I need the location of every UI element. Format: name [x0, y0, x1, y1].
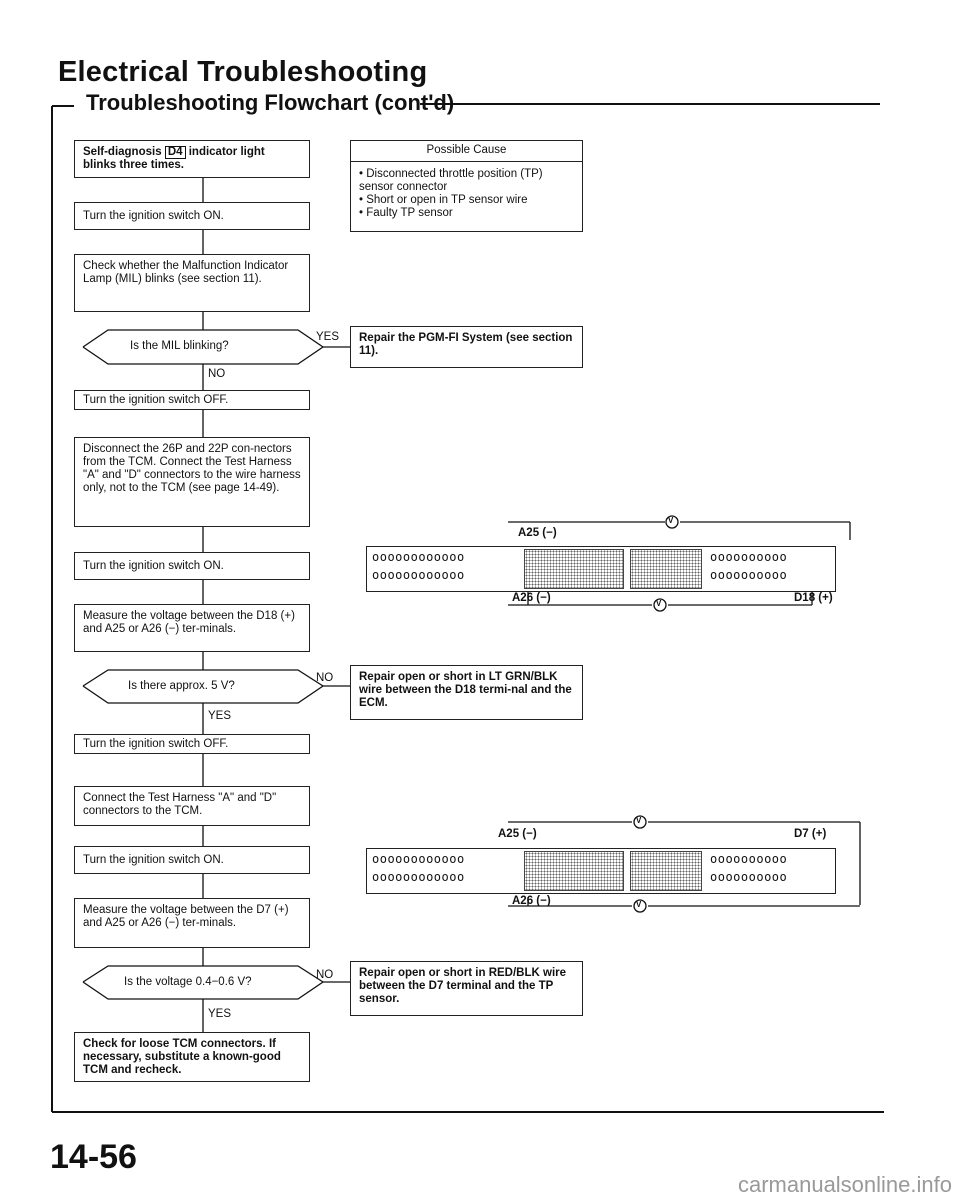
step-check-mil: Check whether the Malfunction Indicator Lamp (MIL) blinks (see section 11).: [74, 254, 310, 312]
decision2-no-label: NO: [316, 672, 334, 684]
hatched-section: [630, 851, 702, 891]
meter-label: V: [656, 599, 662, 608]
step-ignition-off-1: Turn the ignition switch OFF.: [74, 390, 310, 410]
step-measure-d18: Measure the voltage between the D18 (+) and A25 or A26 (−) ter-minals.: [74, 604, 310, 652]
decision3-yes-label: YES: [208, 1008, 232, 1020]
page-number: 14-56: [50, 1138, 137, 1176]
terminal-a26-label: A26 (−): [512, 592, 551, 604]
pin-row: oooooooooooo: [372, 568, 465, 582]
page-title: Electrical Troubleshooting: [58, 56, 428, 88]
watermark: carmanualsonline.info: [737, 1172, 952, 1197]
decision1-no-label: NO: [208, 368, 226, 380]
repair-lt-grn-blk: Repair open or short in LT GRN/BLK wire between the D18 termi-nal and the ECM.: [350, 665, 583, 720]
hatched-section: [524, 851, 624, 891]
step-ignition-off-2: Turn the ignition switch OFF.: [74, 734, 310, 754]
meter-label: V: [636, 900, 642, 909]
step-self-diagnosis: Self-diagnosis D4 indicator light blinks three times.: [74, 140, 310, 178]
repair-red-blk: Repair open or short in RED/BLK wire between the D7 terminal and the TP sensor.: [350, 961, 583, 1016]
hatched-section: [524, 549, 624, 589]
pin-row: oooooooooo: [710, 870, 788, 884]
terminal-a25-label: A25 (−): [518, 527, 557, 539]
terminal-d18-label: D18 (+): [794, 592, 833, 604]
step-ignition-on-2: Turn the ignition switch ON.: [74, 552, 310, 580]
step-disconnect-connectors: Disconnect the 26P and 22P con-nectors from the TCM. Connect the Test Harness "A" and "D" connectors to the wire harness only, not to the TCM (see page 14-49).: [74, 437, 310, 527]
step-check-tcm: Check for loose TCM connectors. If necessary, substitute a known-good TCM and recheck.: [74, 1032, 310, 1082]
step-connect-harness: Connect the Test Harness "A" and "D" connectors to the TCM.: [74, 786, 310, 826]
terminal-d7-label: D7 (+): [794, 828, 827, 840]
pin-row: oooooooooo: [710, 568, 788, 582]
meter-label: V: [636, 816, 642, 825]
decision-mil-blinking: Is the MIL blinking?: [130, 340, 229, 352]
d4-indicator-icon: D4: [165, 146, 186, 159]
pin-row: oooooooooooo: [372, 870, 465, 884]
pin-row: oooooooooooo: [372, 550, 465, 564]
step-measure-d7: Measure the voltage between the D7 (+) and A25 or A26 (−) ter-minals.: [74, 898, 310, 948]
step-ignition-on-3: Turn the ignition switch ON.: [74, 846, 310, 874]
decision3-no-label: NO: [316, 969, 334, 981]
possible-cause-title: Possible Cause: [351, 141, 582, 162]
repair-pgm-fi: Repair the PGM-FI System (see section 11).: [350, 326, 583, 368]
pin-row: oooooooooooo: [372, 852, 465, 866]
step-ignition-on-1: Turn the ignition switch ON.: [74, 202, 310, 230]
hatched-section: [630, 549, 702, 589]
decision-voltage-range: Is the voltage 0.4−0.6 V?: [124, 976, 252, 988]
pin-row: oooooooooo: [710, 852, 788, 866]
terminal-a26-label: A26 (−): [512, 895, 551, 907]
cause-item: • Short or open in TP sensor wire: [359, 194, 528, 206]
decision-approx-5v: Is there approx. 5 V?: [128, 680, 235, 692]
page-subtitle: Troubleshooting Flowchart (cont'd): [86, 90, 455, 115]
pin-row: oooooooooo: [710, 550, 788, 564]
cause-item: • Faulty TP sensor: [359, 207, 453, 219]
decision1-yes-label: YES: [316, 331, 340, 343]
meter-label: V: [668, 516, 674, 525]
terminal-a25-label: A25 (−): [498, 828, 537, 840]
decision2-yes-label: YES: [208, 710, 232, 722]
cause-item: • Disconnected throttle position (TP) sensor connector: [359, 168, 543, 193]
possible-cause-box: [350, 140, 583, 232]
